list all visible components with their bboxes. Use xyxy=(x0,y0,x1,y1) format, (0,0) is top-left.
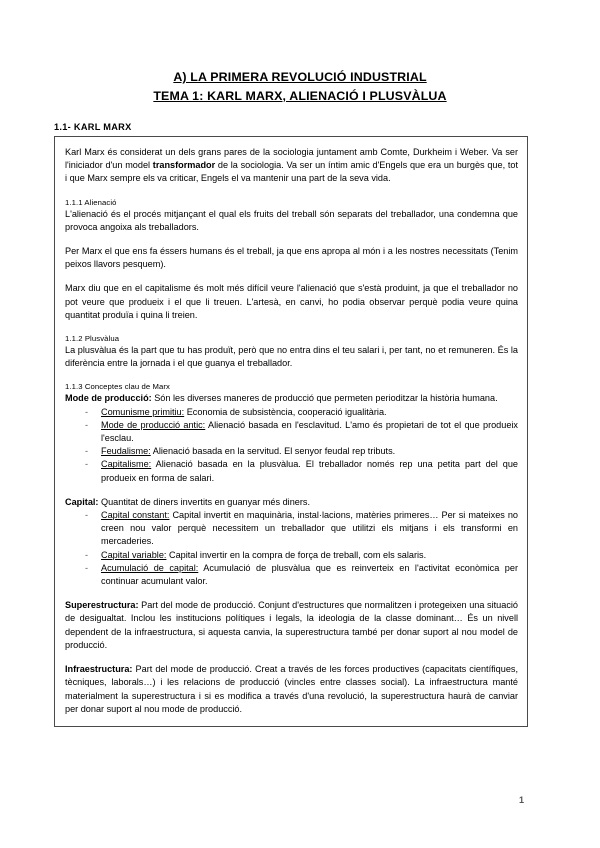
intro-text-before: Karl Marx és considerat un dels grans pares de la sociologia juntament amb Comte, Durkheim i Weber. Va ser l'iniciador d'un model xyxy=(65,147,518,171)
superestructura-term: Superestructura: xyxy=(65,600,139,611)
list-item xyxy=(65,549,518,562)
list-item-definition: Acumulació de plusvàlua que es reinverteix en l'activitat econòmica per continuar acumulant valor. xyxy=(101,562,518,587)
mode-de-produccio-list xyxy=(65,406,518,485)
superestructura-text: Part del mode de producció. Conjunt d'estructures que normalitzen i protegeixen una situació de desigualtat. Inclou les institucions polítiques i legals, la ideologia de la classe dominant… És un nivell dependent de la infraestructura, si aquesta canvia, la superestructura també per donar suport al nou model de producció. xyxy=(65,600,518,650)
spacer xyxy=(65,186,518,197)
intro-bold-word: transformador xyxy=(152,160,216,171)
mode-de-produccio-term: Mode de producció: xyxy=(65,393,152,404)
subsection-heading-plusvalua: 1.1.2 Plusvàlua xyxy=(65,334,120,344)
alienacio-paragraph-1: L'alienació és el procés mitjançant el qual els fruits del treball són separats del treballador, una condemna que provoca angoixa als treballadors. xyxy=(65,208,518,232)
mode-de-produccio-definition xyxy=(65,392,518,405)
list-item-term: Mode de producció antic: xyxy=(101,419,206,430)
list-item-term: Capitalisme: xyxy=(101,459,152,470)
page-title-line-1: A) LA PRIMERA REVOLUCIÓ INDUSTRIAL xyxy=(173,70,427,84)
spacer xyxy=(65,485,518,496)
infraestructura-definition xyxy=(65,663,518,716)
subsection-heading-conceptes-clau: 1.1.3 Conceptes clau de Marx xyxy=(65,382,170,392)
list-item-definition: Alienació basada en l'esclavitud. L'amo és propietari de tot el que produeix l'esclau. xyxy=(101,419,518,444)
list-item-term: Comunisme primitiu: xyxy=(101,406,185,417)
content-box xyxy=(54,136,528,727)
document-title-block xyxy=(0,0,600,105)
spacer xyxy=(65,588,518,599)
list-item xyxy=(65,458,518,484)
capital-text: Quantitat de diners invertits en guanyar més diners. xyxy=(98,496,310,507)
plusvalua-paragraph-1: La plusvàlua és la part que tu has produït, però que no entra dins el teu salari i, per tant, no et remuneren. És la diferència entre la jornada i el que guanya el treballador. xyxy=(65,345,518,369)
capital-definition xyxy=(65,496,518,509)
subsection-heading-alienacio: 1.1.1 Alienació xyxy=(65,197,117,207)
infraestructura-text: Part del mode de producció. Creat a través de les forces productives (capacitats científiques, tècniques, laborals…) i les relacions de producció (vincles entre classes social). La infraestructura manté materialment la superestructura i si es modifica a través d'una revolució, la superestructura haurà de canviar per donar suport al nou mode de producció. xyxy=(65,664,518,714)
list-item xyxy=(65,406,518,419)
section-heading-karl-marx: 1.1- KARL MARX xyxy=(54,122,132,132)
infraestructura-term: Infraestructura: xyxy=(65,664,133,675)
list-item-definition: Alienació basada en la servitud. El senyor feudal rep tributs. xyxy=(150,446,396,457)
list-item-definition: Economia de subsistència, cooperació igualitària. xyxy=(184,406,387,417)
list-item-definition: Alienació basada en la plusvàlua. El treballador només rep una petita part del que produeix en forma de salari. xyxy=(101,459,518,483)
superestructura-definition xyxy=(65,599,518,652)
list-item xyxy=(65,509,518,549)
intro-paragraph xyxy=(65,146,518,186)
mode-de-produccio-text: Són les diverses maneres de producció que permeten perioditzar la història humana. xyxy=(151,393,498,404)
page-number: 1 xyxy=(519,795,525,805)
intro-text-after: de la sociologia. Va ser un íntim amic d'Engels que era un burgès que, tot i que Marx sempre els va criticar, Engels el va mantenir una part de la seva vida. xyxy=(65,160,518,184)
capital-term: Capital: xyxy=(65,496,99,507)
list-item-definition: Capital invertit en maquinària, instal·lacions, matèries primeres… Per si mateixes no creen nou valor perquè necessitem un treballador que utilitzi els mitjans i els transformi en mercaderies. xyxy=(101,510,518,547)
spacer xyxy=(65,322,518,333)
list-item-definition: Capital invertir en la compra de força de treball, com els salaris. xyxy=(166,549,427,560)
list-item-term: Acumulació de capital: xyxy=(101,562,199,573)
capital-list xyxy=(65,509,518,588)
alienacio-paragraph-3: Marx diu que en el capitalisme és molt més difícil veure l'alienació que s'està produint, ja que el treballador no pot veure que produeix i el que li treuen. L'artesà, en canvi, ho podia observar perquè podia veure quina quantitat produïa i quina li treien. xyxy=(65,283,518,320)
list-item xyxy=(65,562,518,588)
alienacio-paragraph-2: Per Marx el que ens fa éssers humans és el treball, ja que ens apropa al món i a les nostres necessitats (Tenim peixos llavors pesquem). xyxy=(65,246,518,270)
list-item xyxy=(65,419,518,445)
list-item xyxy=(65,445,518,458)
list-item-term: Feudalisme: xyxy=(101,446,151,457)
list-item-term: Capital variable: xyxy=(101,549,167,560)
list-item-term: Capital constant: xyxy=(101,510,170,521)
spacer xyxy=(65,370,518,381)
page-title-line-2: TEMA 1: KARL MARX, ALIENACIÓ I PLUSVÀLUA xyxy=(153,89,447,103)
